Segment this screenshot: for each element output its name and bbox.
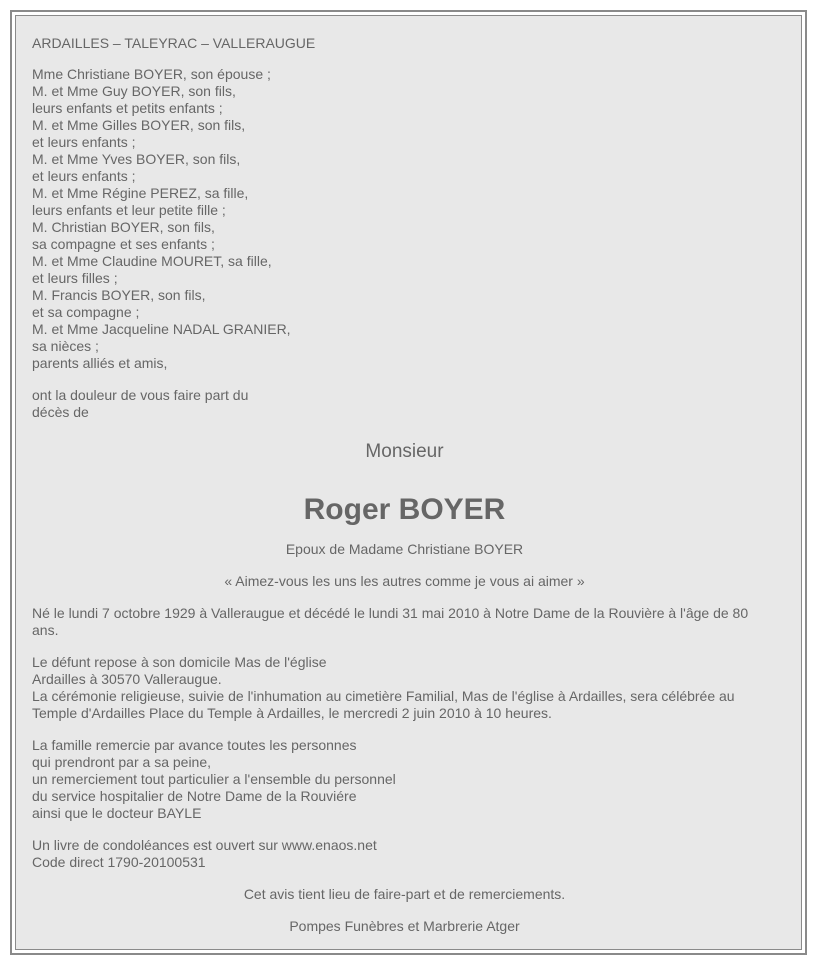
condolence-info [32,837,777,871]
announcement [32,387,777,421]
thanks-line: qui prendront par a sa peine, [32,754,212,770]
funeral-home: Pompes Funèbres et Marbrerie Atger [289,918,520,934]
family-line: leurs enfants et petits enfants ; [32,100,223,116]
family-line: et leurs filles ; [32,270,118,286]
spouse-line: Epoux de Madame Christiane BOYER [285,541,524,557]
funeral-details [32,654,777,722]
family-line: M. Christian BOYER, son fils, [32,219,215,235]
location-header: ARDAILLES – TALEYRAC – VALLERAUGUE [32,35,316,51]
thanks-text [32,737,777,822]
thanks-line: La famille remercie par avance toutes les personnes [32,737,357,753]
thanks-line: du service hospitalier de Notre Dame de la Rouviére [32,788,357,804]
family-line: M. et Mme Yves BOYER, son fils, [32,151,241,167]
family-list [32,66,777,372]
deceased-name: Roger BOYER [303,493,506,526]
birth-death-text: Né le lundi 7 octobre 1929 à Valleraugue et décédé le lundi 31 mai 2010 à Notre Dame de la Rouvière à l'âge de 80 ans. [32,605,749,638]
family-line: leurs enfants et leur petite fille ; [32,202,226,218]
family-line: et leurs enfants ; [32,134,136,150]
thanks-line: un remerciement tout particulier a l'ensemble du personnel [32,771,396,787]
quote: « Aimez-vous les uns les autres comme je vous ai aimer » [224,573,585,589]
family-line: sa compagne et ses enfants ; [32,236,215,252]
funeral-line: La cérémonie religieuse, suivie de l'inhumation au cimetière Familial, Mas de l'église à Ardailles, sera célébrée au Temple d'Ardailles Place du Temple à Ardailles, le mercredi 2 juin 2010 à 10 heures. [32,688,735,721]
funeral-line: Le défunt repose à son domicile Mas de l'église [32,654,327,670]
family-line: et leurs enfants ; [32,168,136,184]
obituary-panel [15,15,802,950]
family-line: Mme Christiane BOYER, son épouse ; [32,66,271,82]
thanks-line: ainsi que le docteur BAYLE [32,805,202,821]
obituary-content [32,35,777,935]
honorific: Monsieur [365,441,444,462]
condolence-line: Code direct 1790-20100531 [32,854,206,870]
family-line: M. et Mme Gilles BOYER, son fils, [32,117,246,133]
family-line: M. et Mme Régine PEREZ, sa fille, [32,185,249,201]
notice-text: Cet avis tient lieu de faire-part et de remerciements. [243,886,566,902]
family-line: M. et Mme Guy BOYER, son fils, [32,83,236,99]
obituary-outer-frame [10,10,807,955]
funeral-line: Ardailles à 30570 Valleraugue. [32,671,222,687]
family-line: M. et Mme Claudine MOURET, sa fille, [32,253,272,269]
announcement-line: ont la douleur de vous faire part du [32,387,249,403]
family-line: M. Francis BOYER, son fils, [32,287,206,303]
condolence-line: Un livre de condoléances est ouvert sur www.enaos.net [32,837,377,853]
family-line: parents alliés et amis, [32,355,168,371]
family-line: sa nièces ; [32,338,99,354]
family-line: M. et Mme Jacqueline NADAL GRANIER, [32,321,291,337]
announcement-line: décès de [32,404,89,420]
family-line: et sa compagne ; [32,304,140,320]
